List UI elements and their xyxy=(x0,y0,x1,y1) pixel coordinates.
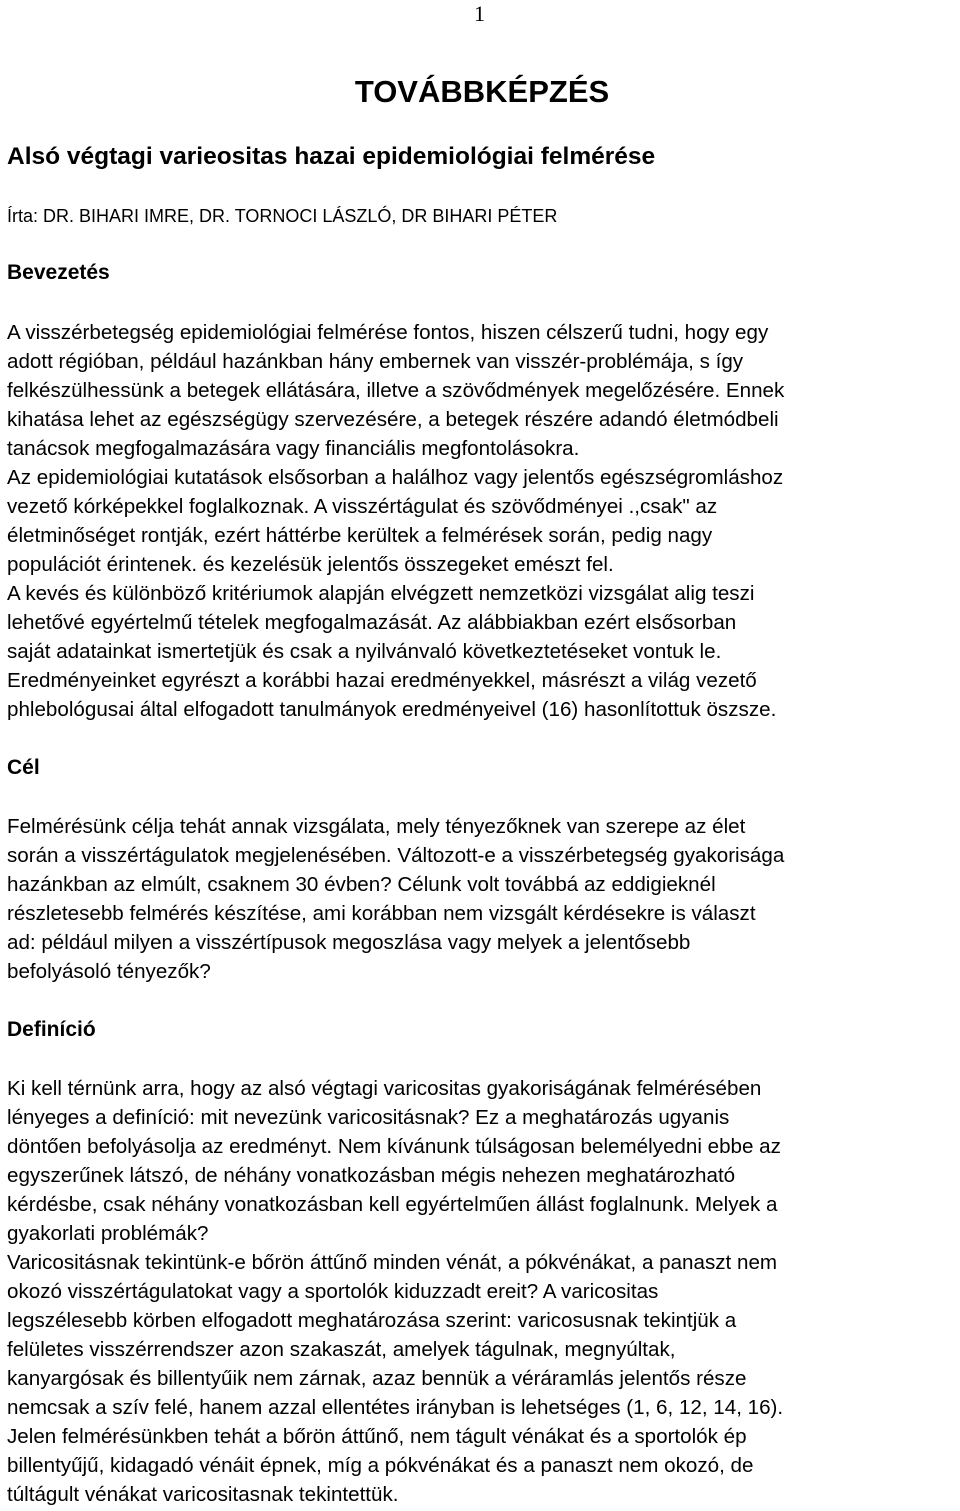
paragraph: A visszérbetegség epidemiológiai felmérése fontos, hiszen célszerű tudni, hogy egy adott régióban, például hazánkban hány embernek van visszér-problémája, s így felkészülhessünk a betegek ellátására, illetve a szövődmények megelőzésére. Ennek kihatása lehet az egészségügy szervezésére, a betegek részére adandó életmódbeli tanácsok megfogalmazására vagy financiális megfontolásokra. xyxy=(7,321,785,460)
paragraph: A kevés és különböző kritériumok alapján elvégzett nemzetközi vizsgálat alig teszi lehetővé egyértelmű tételek megfogalmazását. Az alábbiakban ezért elsősorban saját adatainkat ismertetjük és csak a nyilvánvaló következtetéseket vontuk le. xyxy=(7,582,755,663)
section-heading-cel: Cél xyxy=(7,756,40,779)
page-number: 1 xyxy=(474,1,485,26)
section-body-bevezetes xyxy=(7,318,957,724)
paragraph: Jelen felmérésünkben tehát a bőrön áttűnő, nem tágult vénákat és a sportolók ép billentyűjű, kidagadó vénáit épnek, míg a pókvénákat és a panaszt nem okozó, de túltágult vénákat varicositasnak tekintettük. xyxy=(7,1425,754,1506)
section-heading-definicio: Definíció xyxy=(7,1018,96,1041)
paragraph: Ki kell térnünk arra, hogy az alsó végtagi varicositas gyakoriságának felmérésében lényeges a definíció: mit nevezünk varicositásnak? Ez a meghatározás ugyanis döntően befolyásolja az eredményt. Nem kívánunk túlságosan belemélyedni ebbe az egyszerűnek látszó, de néhány vonatkozásban mégis nehezen meghatározható kérdésbe, csak néhány vonatkozásban kell egyértelműen állást foglalnunk. Melyek a gyakorlati problémák? xyxy=(7,1077,781,1245)
paragraph: Felmérésünk célja tehát annak vizsgálata, mely tényezőknek van szerepe az élet során a visszértágulatok megjelenésében. Változott-e a visszérbetegség gyakorisága hazánkban az elmúlt, csaknem 30 évben? Célunk volt továbbá az eddigieknél részletesebb felmérés készítése, ami korábban nem vizsgált kérdésekre is választ ad: például milyen a visszértípusok megoszlása vagy melyek a jelentősebb befolyásoló tényezők? xyxy=(7,815,785,983)
document-title: TOVÁBBKÉPZÉS xyxy=(354,74,610,109)
paragraph: Varicositásnak tekintünk-e bőrön áttűnő minden vénát, a pókvénákat, a panaszt nem okozó visszértágulatokat vagy a sportolók kiduzzadt ereit? A varicositas legszélesebb körben elfogadott meghatározása szerint: varicosusnak tekintjük a felületes visszérrendszer azon szakaszát, amelyek tágulnak, megnyúltak, kanyargósak és billentyűik nem zárnak, azaz bennük a véráramlás jelentős része nemcsak a szív felé, hanem azzal ellentétes irányban is lehetséges (1, 6, 12, 14, 16). xyxy=(7,1251,784,1419)
authors-line: Írta: DR. BIHARI IMRE, DR. TORNOCI LÁSZLÓ, DR BIHARI PÉTER xyxy=(7,206,558,226)
section-body-definicio xyxy=(7,1074,957,1509)
paragraph: Eredményeinket egyrészt a korábbi hazai eredményekkel, másrészt a világ vezető phlebológusai által elfogadott tanulmányok eredményeivel (16) hasonlítottuk öszsze. xyxy=(7,669,777,721)
paragraph: Az epidemiológiai kutatások elsősorban a halálhoz vagy jelentős egészségromláshoz vezető kórképekkel foglalkoznak. A visszértágulat és szövődményei .,csak" az életminőséget rontják, ezért háttérbe kerültek a felmérések során, pedig nagy populációt érintenek. és kezelésük jelentős összegeket emészt fel. xyxy=(7,466,784,576)
section-body-cel xyxy=(7,812,957,986)
section-heading-bevezetes: Bevezetés xyxy=(7,261,110,284)
article-subtitle: Alsó végtagi varieositas hazai epidemiológiai felmérése xyxy=(7,143,656,170)
